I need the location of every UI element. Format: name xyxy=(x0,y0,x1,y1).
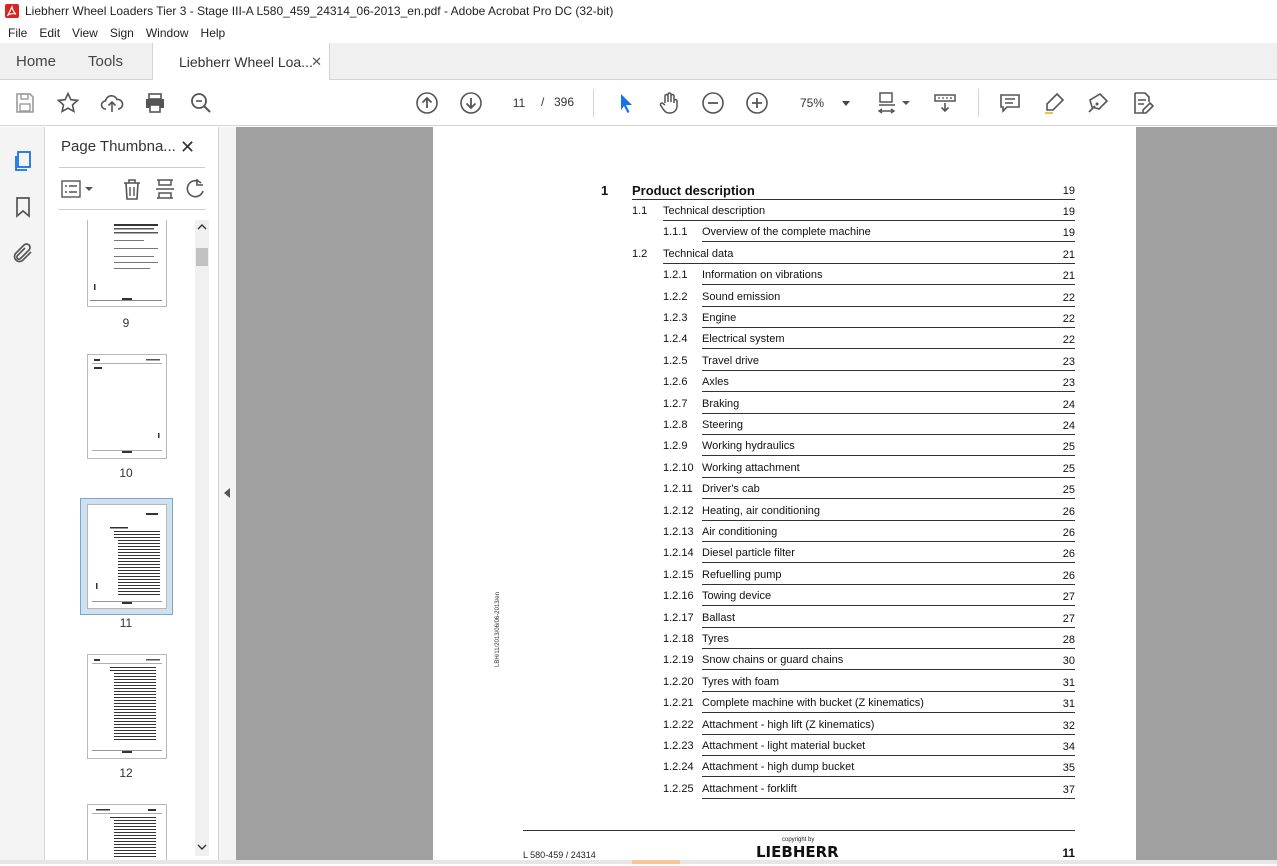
toc-chapter-title: Product description xyxy=(632,183,755,198)
footer-model: L 580-459 / 24314 xyxy=(523,850,596,860)
toc-entry-title: Attachment - light material bucket xyxy=(702,740,866,752)
toc-rule xyxy=(702,391,1075,392)
toc-entry-title: Snow chains or guard chains xyxy=(702,654,844,666)
toc-entry-number: 1.2.16 xyxy=(663,590,694,602)
toc-entry-title: Ballast xyxy=(702,612,736,624)
toc-rule xyxy=(702,477,1075,478)
toc-entry-title: Travel drive xyxy=(702,355,760,367)
toc-entry[interactable] xyxy=(433,291,1136,309)
toc-entry[interactable] xyxy=(433,376,1136,394)
toc-rule xyxy=(702,370,1075,371)
toc-entry-page: 24 xyxy=(1062,399,1075,411)
toc-rule xyxy=(663,263,1075,264)
toc-entry-number: 1.2.17 xyxy=(663,612,694,624)
bookmark-star-icon[interactable] xyxy=(56,91,80,115)
tab-close-icon[interactable]: ✕ xyxy=(311,54,322,69)
panel-divider xyxy=(59,209,205,210)
toc-entry-page: 26 xyxy=(1062,527,1075,539)
toc-entry[interactable] xyxy=(433,590,1136,608)
toc-entry-title: Driver's cab xyxy=(702,483,760,495)
toc-rule xyxy=(702,627,1075,628)
toc-entry-title: Information on vibrations xyxy=(702,269,823,281)
attachments-paperclip-icon[interactable] xyxy=(11,241,35,265)
toc-rule xyxy=(702,691,1075,692)
thumbnail-page-number: 9 xyxy=(122,316,130,330)
toc-entry[interactable] xyxy=(433,740,1136,758)
toc-rule xyxy=(702,306,1075,307)
toc-entry-number: 1.2.23 xyxy=(663,740,694,752)
toc-rule xyxy=(702,605,1075,606)
previous-page-icon[interactable] xyxy=(415,91,439,115)
toc-entry-number: 1.2 xyxy=(632,248,648,260)
zoom-out-icon[interactable] xyxy=(701,91,725,115)
select-cursor-icon[interactable] xyxy=(614,91,638,115)
toc-entry-page: 22 xyxy=(1062,313,1075,325)
document-viewer[interactable] xyxy=(236,127,1277,860)
zoom-search-icon[interactable] xyxy=(189,91,213,115)
toc-entry[interactable] xyxy=(433,783,1136,801)
toc-entry[interactable] xyxy=(433,398,1136,416)
rotate-page-icon[interactable] xyxy=(185,177,205,201)
thumbnail-toolbar xyxy=(59,177,209,201)
toc-rule xyxy=(702,798,1075,799)
tab-bar xyxy=(0,43,1277,80)
toc-entry-title: Engine xyxy=(702,312,737,324)
toc-rule xyxy=(702,755,1075,756)
thumbnail-preview xyxy=(88,220,166,306)
toc-entry[interactable] xyxy=(433,697,1136,715)
page-thumbnails-panel xyxy=(45,127,218,860)
toc-entry-page: 22 xyxy=(1062,292,1075,304)
tab-tools[interactable]: Tools xyxy=(88,53,124,70)
footer-copyright: copyright by xyxy=(782,837,815,843)
toolbar-divider xyxy=(978,89,979,117)
toc-entry[interactable] xyxy=(433,312,1136,330)
toc-entry[interactable] xyxy=(433,248,1136,266)
toc-entry-number: 1.2.7 xyxy=(663,398,688,410)
toc-entry[interactable] xyxy=(433,719,1136,737)
toc-entry-title: Attachment - high dump bucket xyxy=(702,761,855,773)
zoom-in-icon[interactable] xyxy=(745,91,769,115)
document-side-code: LBH/11/2013/06/06-2013/en xyxy=(495,592,501,667)
acrobat-app-icon xyxy=(5,4,19,18)
toc-rule xyxy=(702,348,1075,349)
toc-entry-number: 1.2.2 xyxy=(663,291,688,303)
toc-entry-page: 19 xyxy=(1062,227,1075,239)
toc-entry-number: 1.2.11 xyxy=(663,483,693,495)
toc-entry-page: 25 xyxy=(1062,463,1075,475)
toc-entry-title: Attachment - forklift xyxy=(702,783,797,795)
toc-entry-number: 1.2.3 xyxy=(663,312,688,324)
toc-entry-title: Steering xyxy=(702,419,743,431)
toc-entry[interactable] xyxy=(433,569,1136,587)
scroll-up-icon[interactable] xyxy=(197,223,207,231)
page-number-input[interactable]: 11 xyxy=(500,90,538,116)
toc-entry-page: 26 xyxy=(1062,570,1075,582)
panel-title: Page Thumbna... xyxy=(61,138,176,155)
toc-entry-title: Tyres with foam xyxy=(702,676,780,688)
tab-document[interactable] xyxy=(152,43,330,81)
zoom-level-select[interactable] xyxy=(790,93,854,113)
bookmarks-icon[interactable] xyxy=(11,195,35,219)
toc-entry-title: Towing device xyxy=(702,590,772,602)
toc-entry-number: 1.2.19 xyxy=(663,654,694,666)
toc-rule xyxy=(702,734,1075,735)
toc-entry-number: 1.2.25 xyxy=(663,783,694,795)
menu-bar xyxy=(0,22,1277,43)
collapse-panel-icon[interactable] xyxy=(224,488,230,498)
toc-entry-page: 31 xyxy=(1062,677,1075,689)
thumbnail-preview xyxy=(88,655,166,758)
scroll-mode-icon[interactable] xyxy=(933,91,957,115)
toc-entry[interactable] xyxy=(433,226,1136,244)
toc-rule xyxy=(702,413,1075,414)
toc-entry-number: 1.2.24 xyxy=(663,761,694,773)
toc-entry[interactable] xyxy=(433,419,1136,437)
toc-entry-page: 37 xyxy=(1062,784,1075,796)
toc-entry[interactable] xyxy=(433,269,1136,287)
toc-entry[interactable] xyxy=(433,633,1136,651)
pdf-page xyxy=(433,127,1136,860)
title-bar xyxy=(0,0,1277,22)
toc-entry-number: 1.2.6 xyxy=(663,376,688,388)
toc-entry[interactable] xyxy=(433,654,1136,672)
toc-rule xyxy=(702,584,1075,585)
thumbnail-page-10[interactable] xyxy=(87,354,167,459)
toc-entry-page: 22 xyxy=(1062,334,1075,346)
toc-rule xyxy=(702,648,1075,649)
toc-entry-title: Sound emission xyxy=(702,291,781,303)
toolbar-divider xyxy=(593,89,594,117)
hand-tool-icon[interactable] xyxy=(657,91,681,115)
extract-pages-icon[interactable] xyxy=(154,177,176,201)
toc-rule xyxy=(702,327,1075,328)
toc-rule xyxy=(702,498,1075,499)
toc-entry[interactable] xyxy=(433,612,1136,630)
save-icon[interactable] xyxy=(13,91,37,115)
toc-entry[interactable] xyxy=(433,761,1136,779)
toc-entry-number: 1.2.10 xyxy=(663,462,694,474)
toc-entry-number: 1.2.18 xyxy=(663,633,694,645)
toc-chapter[interactable] xyxy=(433,183,1136,201)
toc-entry-page: 31 xyxy=(1062,698,1075,710)
thumbnail-page-12[interactable] xyxy=(87,654,167,759)
horizontal-scrollbar-thumb[interactable] xyxy=(632,860,680,864)
toc-entry-title: Overview of the complete machine xyxy=(702,226,871,238)
toc-entry-title: Working hydraulics xyxy=(702,440,795,452)
toc-entry-number: 1.2.4 xyxy=(663,333,688,345)
toc-entry-page: 25 xyxy=(1062,484,1075,496)
toc-entry[interactable] xyxy=(433,547,1136,565)
toc-entry[interactable] xyxy=(433,462,1136,480)
thumbnail-scrollbar[interactable] xyxy=(195,220,209,856)
menu-file[interactable]: File xyxy=(8,25,28,40)
toc-rule xyxy=(632,199,1075,200)
scrollbar-thumb[interactable] xyxy=(196,248,208,266)
toc-rule xyxy=(702,541,1075,542)
toc-rule xyxy=(702,562,1075,563)
toc-entry[interactable] xyxy=(433,205,1136,223)
toc-rule xyxy=(702,520,1075,521)
main-toolbar xyxy=(0,80,1277,126)
liebherr-logo: LIEBHERR xyxy=(756,843,839,860)
panel-close-icon[interactable]: ✕ xyxy=(180,137,196,157)
toc-rule xyxy=(702,669,1075,670)
highlight-pen-icon[interactable] xyxy=(1042,91,1066,115)
toc-entry[interactable] xyxy=(433,483,1136,501)
toc-entry-title: Braking xyxy=(702,398,740,410)
toc-rule xyxy=(702,241,1075,242)
toc-entry-title: Complete machine with bucket (Z kinematics) xyxy=(702,697,924,709)
chevron-down-icon xyxy=(842,101,850,106)
toc-entry-page: 24 xyxy=(1062,420,1075,432)
toc-entry-number: 1.1.1 xyxy=(663,226,688,238)
toc-entry-title: Technical data xyxy=(663,248,734,260)
next-page-icon[interactable] xyxy=(459,91,483,115)
toc-entry-title: Air conditioning xyxy=(702,526,778,538)
toc-entry-page: 28 xyxy=(1062,634,1075,646)
panel-splitter[interactable] xyxy=(218,127,236,860)
horizontal-scrollbar[interactable] xyxy=(0,860,1277,864)
delete-trash-icon[interactable] xyxy=(121,177,143,201)
toc-entry-title: Refuelling pump xyxy=(702,569,782,581)
page-fit-icon[interactable] xyxy=(877,91,913,115)
toc-entry-title: Tyres xyxy=(702,633,729,645)
thumbnail-options-icon[interactable] xyxy=(61,179,93,199)
toc-entry-title: Technical description xyxy=(663,205,766,217)
toc-entry-number: 1.2.13 xyxy=(663,526,694,538)
toc-entry-title: Diesel particle filter xyxy=(702,547,795,559)
toc-entry-page: 34 xyxy=(1062,741,1075,753)
toc-entry-title: Working attachment xyxy=(702,462,800,474)
page-thumbnails-icon[interactable] xyxy=(11,149,35,173)
menu-window[interactable]: Window xyxy=(145,25,189,40)
toc-entry[interactable] xyxy=(433,355,1136,373)
toc-rule xyxy=(702,712,1075,713)
toc-entry-page: 35 xyxy=(1062,762,1075,774)
toc-entry[interactable] xyxy=(433,505,1136,523)
toc-entry-page: 27 xyxy=(1062,613,1075,625)
toc-entry-page: 23 xyxy=(1062,377,1075,389)
toc-entry-number: 1.2.9 xyxy=(663,440,688,452)
toc-entry-number: 1.2.5 xyxy=(663,355,688,367)
edit-document-icon[interactable] xyxy=(1130,91,1154,115)
menu-sign[interactable]: Sign xyxy=(109,25,134,40)
upload-cloud-icon[interactable] xyxy=(100,91,124,115)
toc-entry-page: 26 xyxy=(1062,506,1075,518)
thumbnail-page-number: 10 xyxy=(119,466,133,480)
print-icon[interactable] xyxy=(143,91,167,115)
navigation-rail xyxy=(0,127,45,860)
toc-entry-title: Attachment - high lift (Z kinematics) xyxy=(702,719,875,731)
tab-home[interactable]: Home xyxy=(16,53,57,70)
thumbnail-page-11[interactable] xyxy=(87,504,167,609)
toc-entry[interactable] xyxy=(433,440,1136,458)
footer-page-number: 11 xyxy=(1062,846,1075,860)
draw-sign-icon[interactable] xyxy=(1086,91,1110,115)
toc-rule xyxy=(663,220,1075,221)
toc-entry-number: 1.2.1 xyxy=(663,269,688,281)
thumbnail-preview xyxy=(88,505,166,608)
toc-rule xyxy=(702,776,1075,777)
toc-entry-page: 30 xyxy=(1062,655,1075,667)
total-pages: 396 xyxy=(554,95,575,109)
toc-entry-number: 1.2.8 xyxy=(663,419,688,431)
scroll-down-icon[interactable] xyxy=(197,843,207,851)
menu-help[interactable]: Help xyxy=(200,25,226,40)
toc-entry-title: Axles xyxy=(702,376,729,388)
toc-entry[interactable] xyxy=(433,333,1136,351)
tab-document-label: Liebherr Wheel Loa... xyxy=(179,54,313,70)
toc-entry-page: 21 xyxy=(1062,249,1075,261)
panel-divider xyxy=(59,167,205,168)
toc-rule xyxy=(702,434,1075,435)
thumbnail-page-number: 11 xyxy=(119,616,133,630)
toc-entry-number: 1.2.14 xyxy=(663,547,694,559)
page-separator: / xyxy=(541,95,545,109)
window-title: Liebherr Wheel Loaders Tier 3 - Stage III-A L580_459_24314_06-2013_en.pdf - Adobe Acrobat Pro DC (32-bit) xyxy=(25,4,614,18)
footer-rule xyxy=(523,830,1075,831)
thumbnail-page-13[interactable] xyxy=(87,804,167,860)
toc-entry-number: 1.2.20 xyxy=(663,676,694,688)
toc-entry-title: Electrical system xyxy=(702,333,785,345)
toc-entry-page: 27 xyxy=(1062,591,1075,603)
thumbnail-page-number: 12 xyxy=(119,766,133,780)
toc-entry-page: 25 xyxy=(1062,441,1075,453)
toc-entry-number: 1.2.12 xyxy=(663,505,694,517)
toc-entry-number: 1.2.21 xyxy=(663,697,694,709)
toc-rule xyxy=(702,284,1075,285)
toc-entry-page: 21 xyxy=(1062,270,1075,282)
toc-entry-page: 26 xyxy=(1062,548,1075,560)
thumbnail-page-9[interactable] xyxy=(87,220,167,307)
menu-edit[interactable]: Edit xyxy=(39,25,61,40)
toc-entry-number: 1.2.22 xyxy=(663,719,694,731)
toc-entry-number: 1.2.15 xyxy=(663,569,694,581)
toc-entry[interactable] xyxy=(433,676,1136,694)
thumbnail-preview xyxy=(88,355,166,458)
toc-chapter-number: 1 xyxy=(601,183,609,198)
toc-chapter-page: 19 xyxy=(1062,185,1075,197)
toc-rule xyxy=(702,455,1075,456)
menu-view[interactable]: View xyxy=(72,25,98,40)
toc-entry-page: 19 xyxy=(1062,206,1075,218)
toc-entry[interactable] xyxy=(433,526,1136,544)
comment-icon[interactable] xyxy=(998,91,1022,115)
toc-entry-title: Heating, air conditioning xyxy=(702,505,821,517)
toc-entry-number: 1.1 xyxy=(632,205,648,217)
toc-entry-page: 23 xyxy=(1062,356,1075,368)
thumbnail-preview xyxy=(88,805,166,861)
zoom-level-value: 75% xyxy=(800,96,825,110)
toc-entry-page: 32 xyxy=(1062,720,1075,732)
